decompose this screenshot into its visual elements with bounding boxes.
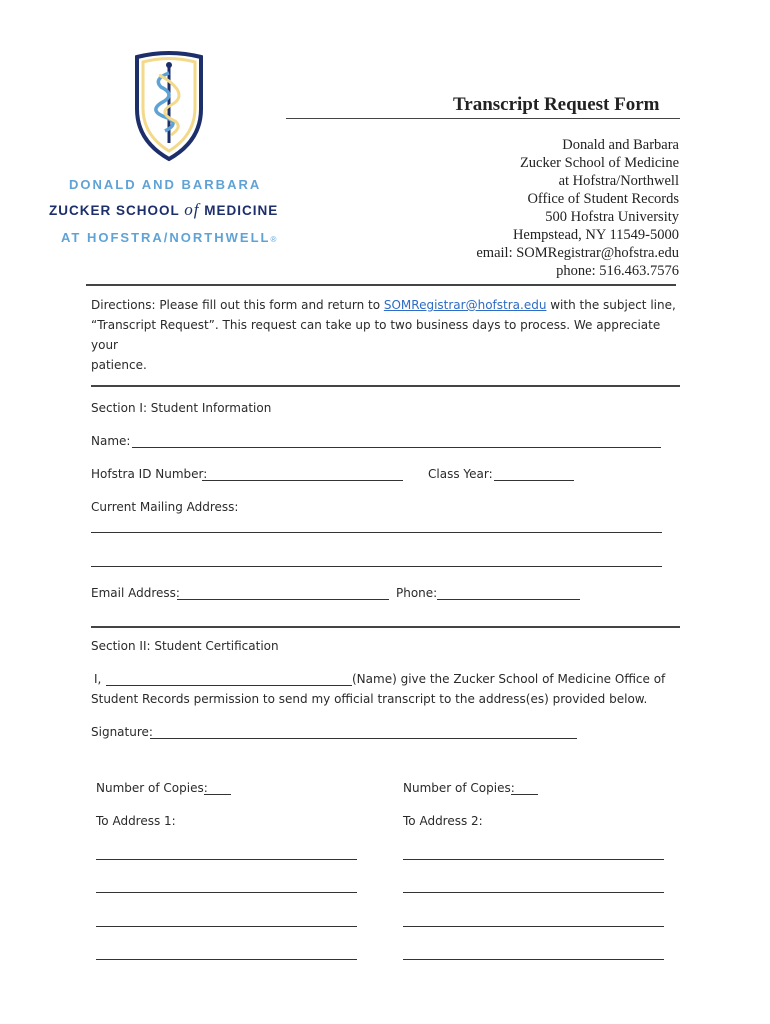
section-divider-1 bbox=[91, 385, 680, 387]
logo-text-hofstra: AT HOFSTRA/NORTHWELL bbox=[61, 230, 271, 245]
phone-label: Phone: bbox=[396, 586, 438, 600]
copies-field-2[interactable] bbox=[511, 794, 538, 795]
office-address-block bbox=[379, 136, 679, 280]
directions-prefix: Directions: Please fill out this form and return to bbox=[91, 298, 384, 312]
name-label: Name: bbox=[91, 434, 131, 448]
copies-label-2: Number of Copies: bbox=[403, 781, 515, 795]
office-line: Office of Student Records bbox=[527, 191, 679, 207]
mailing-address-line-1[interactable] bbox=[91, 532, 662, 533]
school-crest-logo bbox=[131, 51, 207, 163]
directions-line2: “Transcript Request”. This request can take up to two business days to process. We appreciate your bbox=[91, 318, 661, 352]
certification-prefix: I, bbox=[94, 672, 102, 686]
class-year-field[interactable] bbox=[494, 480, 574, 481]
office-phone: phone: 516.463.7576 bbox=[556, 263, 679, 279]
class-year-label: Class Year: bbox=[428, 467, 493, 481]
name-field[interactable] bbox=[132, 447, 661, 448]
mailing-address-label: Current Mailing Address: bbox=[91, 500, 239, 514]
address2-line-3[interactable] bbox=[403, 926, 664, 927]
office-line: Donald and Barbara bbox=[562, 137, 679, 153]
hofstra-id-label: Hofstra ID Number: bbox=[91, 467, 208, 481]
address2-line-4[interactable] bbox=[403, 959, 664, 960]
office-line: Zucker School of Medicine bbox=[519, 155, 679, 171]
logo-text-school: ZUCKER SCHOOL bbox=[49, 203, 180, 218]
signature-label: Signature: bbox=[91, 725, 153, 739]
address2-line-2[interactable] bbox=[403, 892, 664, 893]
certification-line2: Student Records permission to send my official transcript to the address(es) provided below. bbox=[91, 692, 648, 706]
registered-mark: ® bbox=[270, 235, 279, 244]
email-label: Email Address: bbox=[91, 586, 180, 600]
certification-suffix: (Name) give the Zucker School of Medicine Office of bbox=[352, 672, 666, 686]
office-line: at Hofstra/Northwell bbox=[558, 173, 679, 189]
to-address-1-label: To Address 1: bbox=[96, 814, 176, 828]
section2-heading: Section II: Student Certification bbox=[91, 639, 279, 653]
hofstra-id-field[interactable] bbox=[202, 480, 403, 481]
office-email: email: SOMRegistrar@hofstra.edu bbox=[476, 245, 679, 261]
registrar-email-link[interactable]: SOMRegistrar@hofstra.edu bbox=[383, 298, 547, 312]
phone-field[interactable] bbox=[437, 599, 580, 600]
logo-text-line3 bbox=[61, 230, 278, 245]
directions-line3: patience. bbox=[91, 358, 147, 372]
logo-text-medicine: MEDICINE bbox=[204, 203, 279, 218]
title-underline bbox=[286, 118, 680, 119]
section1-heading: Section I: Student Information bbox=[91, 401, 272, 415]
office-line: Hempstead, NY 11549-5000 bbox=[512, 227, 679, 243]
copies-field-1[interactable] bbox=[204, 794, 231, 795]
directions-text bbox=[91, 295, 681, 375]
address1-line-1[interactable] bbox=[96, 859, 357, 860]
office-line: 500 Hofstra University bbox=[545, 209, 679, 225]
email-field[interactable] bbox=[177, 599, 389, 600]
address1-line-4[interactable] bbox=[96, 959, 357, 960]
address1-line-3[interactable] bbox=[96, 926, 357, 927]
signature-field[interactable] bbox=[150, 738, 577, 739]
mailing-address-line-2[interactable] bbox=[91, 566, 662, 567]
section-divider-2 bbox=[91, 626, 680, 628]
to-address-2-label: To Address 2: bbox=[403, 814, 483, 828]
logo-text-line1: DONALD AND BARBARA bbox=[69, 177, 262, 192]
page-title: Transcript Request Form bbox=[453, 94, 660, 115]
certification-name-field[interactable] bbox=[106, 685, 352, 686]
copies-label-1: Number of Copies: bbox=[96, 781, 208, 795]
address1-line-2[interactable] bbox=[96, 892, 357, 893]
header-divider bbox=[86, 284, 676, 286]
logo-text-line2 bbox=[49, 200, 278, 220]
address2-line-1[interactable] bbox=[403, 859, 664, 860]
logo-text-of: of bbox=[184, 200, 200, 219]
directions-suffix: with the subject line, bbox=[546, 298, 676, 312]
